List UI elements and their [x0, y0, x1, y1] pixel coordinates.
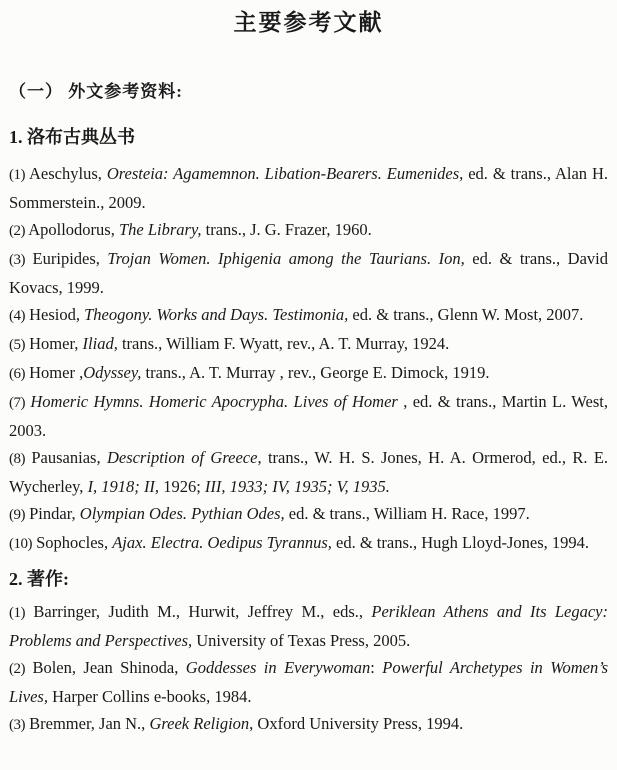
reference-entry [9, 388, 608, 444]
citation-text-segment: , Oxford University Press, 1994. [249, 714, 464, 733]
entry-number: (10) [9, 536, 32, 552]
reference-entry [9, 330, 608, 359]
citation-text-segment: , trans., W. H. S. Jones, H. A. Ormerod, ed., R. E. Wycherley, [9, 448, 609, 496]
reference-list-works [9, 598, 608, 739]
work-title-segment: Trojan Women. Iphigenia among the Taurians. Ion, [107, 249, 465, 268]
work-title-segment: Iliad, [82, 334, 118, 353]
reference-list-loeb [9, 160, 608, 558]
citation-text-segment: ed. & trans., Hugh Lloyd-Jones, 1994. [331, 533, 589, 552]
citation-text-segment: Barringer, Judith M., Hurwit, Jeffrey M., eds., [33, 602, 372, 621]
entry-number: (1) [9, 605, 25, 621]
citation-text-segment: Aeschylus, [29, 164, 107, 183]
entry-number: (6) [9, 366, 25, 382]
citation-text-segment: Homer , [29, 363, 84, 382]
subsection-heading-works: 2. 著作: [9, 569, 69, 589]
citation-text-segment: University of Texas Press, 2005. [192, 631, 411, 650]
reference-entry [9, 500, 608, 529]
reference-entry [9, 710, 608, 739]
work-title-segment: Periklean Athens and Its Legacy: Problems and Perspectives, [9, 602, 608, 650]
entry-number: (5) [9, 337, 25, 353]
entry-number: (9) [9, 507, 25, 523]
work-title-segment: Powerful Archetypes in Women’s Lives, [9, 658, 608, 706]
entry-number: (7) [9, 395, 25, 411]
citation-text-segment: trans., William F. Wyatt, rev., A. T. Murray, 1924. [117, 334, 450, 353]
citation-text-segment: Harper Collins e-books, 1984. [47, 687, 252, 706]
work-title-segment: Greek Religion [149, 714, 250, 733]
citation-text-segment: Bolen, Jean Shinoda, [32, 658, 186, 677]
citation-text-segment: Sophocles, [36, 533, 113, 552]
section-heading-foreign-references: （一） 外文参考资料: [9, 82, 183, 101]
citation-text-segment: Apollodorus, [28, 220, 119, 239]
work-title-segment: Theogony. Works and Days. Testimonia, [84, 305, 349, 324]
citation-text-segment: Bremmer, Jan N., [29, 714, 150, 733]
citation-text-segment: ed. & trans., Alan H. Sommerstein., 2009. [9, 164, 608, 212]
reference-entry [9, 216, 608, 245]
work-title-segment: II, [143, 477, 160, 496]
entry-number: (2) [9, 223, 25, 239]
citation-text-segment: trans., A. T. Murray , rev., George E. Dimock, 1919. [141, 363, 490, 382]
work-title-segment: I, 1918; [87, 477, 140, 496]
entry-number: (3) [9, 717, 25, 733]
entry-number: (4) [9, 308, 25, 324]
entry-number: (2) [9, 661, 25, 677]
subsection-heading-loeb: 1. 洛布古典丛书 [9, 127, 135, 147]
work-title-segment: Olympian Odes. Pythian Odes, [79, 504, 285, 523]
citation-text-segment: ed. & trans., William H. Race, 1997. [284, 504, 530, 523]
entry-number: (8) [9, 451, 25, 467]
citation-text-segment: : [370, 658, 383, 677]
citation-text-segment: Euripides, [32, 249, 108, 268]
reference-entry [9, 654, 608, 710]
reference-entry [9, 359, 608, 388]
reference-entry [9, 529, 608, 558]
work-title-segment: The Library, [118, 220, 202, 239]
citation-text-segment: ed. & trans., Glenn W. Most, 2007. [348, 305, 584, 324]
subsection-works [9, 566, 608, 739]
reference-entry [9, 301, 608, 330]
citation-text-segment: Pausanias, [31, 448, 107, 467]
work-title-segment: Description of Greece [106, 448, 258, 467]
reference-entry [9, 160, 608, 216]
work-title-segment: Ajax. Electra. Oedipus Tyrannus, [112, 533, 332, 552]
reference-entry [9, 245, 608, 301]
citation-text-segment: ed. & trans., David Kovacs, 1999. [9, 249, 608, 297]
work-title-segment: III, 1933; IV, 1935; V, 1935. [204, 477, 390, 496]
subsection-loeb-classical-library [9, 124, 608, 558]
reference-entry [9, 598, 608, 654]
page-title: 主要参考文献 [233, 10, 384, 35]
work-title-segment: Goddesses in Everywoman [185, 658, 371, 677]
citation-text-segment: Homer, [29, 334, 83, 353]
reference-entry [9, 444, 608, 500]
citation-text-segment: Hesiod, [29, 305, 85, 324]
work-title-segment: Odyssey, [83, 363, 142, 382]
entry-number: (1) [9, 167, 25, 183]
work-title-segment: Oresteia: Agamemnon. Libation-Bearers. Eumenides, [106, 164, 464, 183]
citation-text-segment: Pindar, [29, 504, 80, 523]
entry-number: (3) [9, 252, 25, 268]
work-title-segment: Homeric Hymns. Homeric Apocrypha. Lives of Homer [30, 392, 398, 411]
citation-text-segment: trans., J. G. Frazer, 1960. [201, 220, 372, 239]
citation-text-segment: 1926; [159, 477, 205, 496]
citation-text-segment: , ed. & trans., Martin L. West, 2003. [9, 392, 609, 440]
